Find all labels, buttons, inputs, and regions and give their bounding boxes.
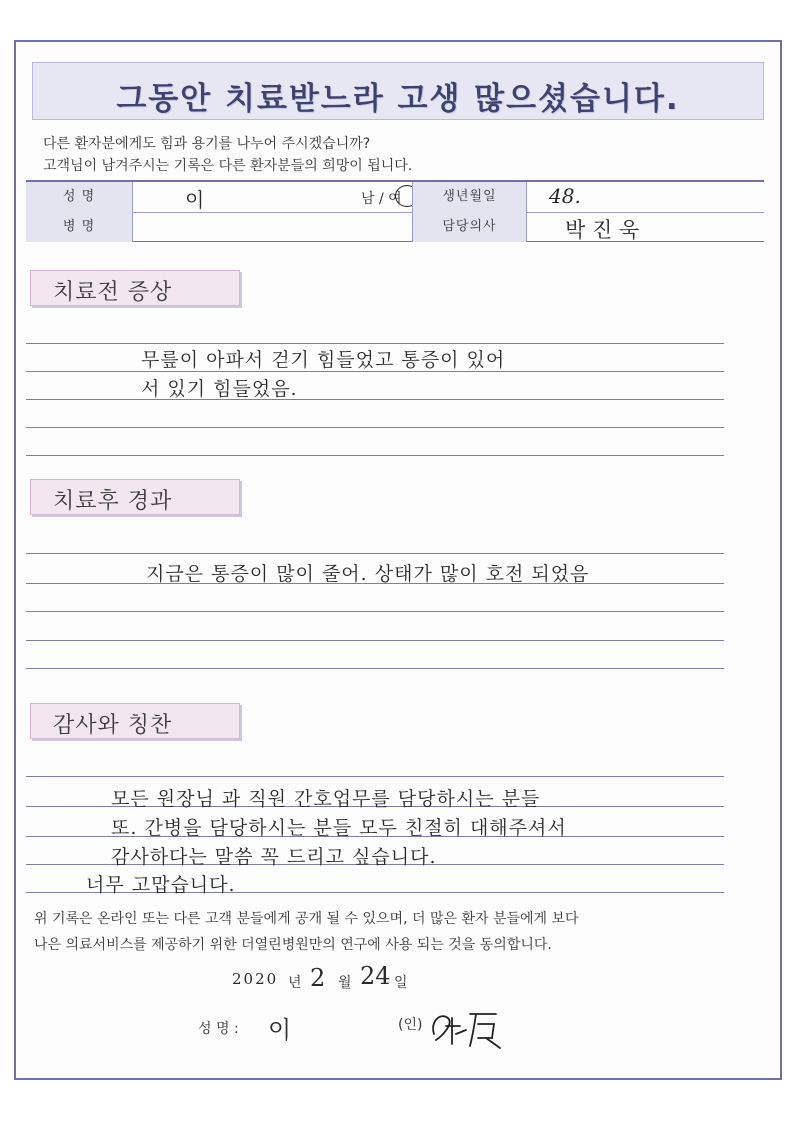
handwritten-signature-icon (426, 1004, 506, 1050)
consent-line-1: 위 기록은 온라인 또는 다른 고객 분들에게 공개 될 수 있으며, 더 많은 환자 분들에게 보다 (34, 911, 579, 927)
patient-info-table (26, 180, 764, 242)
handwritten-line: 또. 간병을 담당하시는 분들 모두 친절히 대해주셔서 (111, 817, 567, 839)
date-month[interactable]: 2 (310, 964, 326, 992)
date-year-unit: 년 (288, 975, 302, 991)
writing-rule (26, 611, 724, 612)
title-banner (32, 62, 764, 120)
signature-label: 성 명 : (198, 1021, 239, 1037)
doctor-value: 박 진 욱 (565, 218, 640, 242)
disease-label: 병 명 (26, 212, 132, 242)
handwritten-line: 너무 고맙습니다. (86, 874, 236, 896)
writing-rule (26, 455, 724, 456)
signature-line (198, 1016, 292, 1044)
birth-value: 48. (549, 184, 581, 208)
doctor-label: 담당의사 (412, 212, 526, 242)
name-value: 이 (185, 188, 205, 212)
date-year[interactable]: 2020 (232, 970, 279, 988)
after-treatment-heading-text: 치료후 경과 (53, 489, 173, 514)
page-title: 그동안 치료받느라 고생 많으셨습니다. (116, 81, 680, 117)
handwritten-line: 감사하다는 말씀 꼭 드리고 싶습니다. (111, 846, 437, 868)
intro-line-1: 다른 환자분에게도 힘과 용기를 나누어 주시겠습니까? (43, 136, 371, 152)
handwritten-line: 지금은 통증이 많이 줄어. 상태가 많이 호전 되었음 (146, 563, 590, 585)
thanks-heading (30, 703, 240, 739)
thanks-heading-text: 감사와 칭찬 (53, 713, 173, 738)
signature-seal (398, 1004, 508, 1050)
consent-line-2: 나은 의료서비스를 제공하기 위한 더열린병원만의 연구에 사용 되는 것을 동의합니다. (34, 937, 552, 953)
info-row-disease (26, 212, 764, 242)
writing-rule (26, 776, 724, 777)
handwritten-line: 모든 원장님 과 직원 간호업무를 담당하시는 분들 (111, 788, 541, 810)
gender-options: 남 / 여 (361, 191, 402, 207)
doctor-field[interactable] (526, 212, 764, 242)
info-row-name (26, 182, 764, 213)
signature-name[interactable]: 이 (268, 1016, 292, 1044)
date-day-unit: 일 (394, 975, 408, 991)
date-day[interactable]: 24 (360, 962, 391, 990)
before-treatment-heading-text: 치료전 증상 (53, 280, 173, 305)
before-treatment-heading (30, 270, 240, 306)
disease-field[interactable] (132, 212, 412, 242)
after-treatment-heading (30, 479, 240, 515)
date-month-unit: 월 (338, 975, 352, 991)
name-label: 성 명 (26, 182, 132, 212)
seal-mark: (인) (398, 1017, 423, 1033)
writing-rule (26, 343, 724, 344)
birth-field[interactable] (526, 182, 764, 212)
writing-rule (26, 427, 724, 428)
birth-label: 생년월일 (412, 182, 526, 212)
writing-rule (26, 399, 724, 400)
handwritten-line: 무릎이 아파서 걷기 힘들었고 통증이 있어 (141, 349, 506, 371)
handwritten-line: 서 있기 힘들었음. (141, 378, 298, 400)
writing-rule (26, 668, 724, 669)
writing-rule (26, 553, 724, 554)
writing-rule (26, 640, 724, 641)
name-field[interactable] (132, 182, 412, 212)
intro-line-2: 고객님이 남겨주시는 기록은 다른 환자분들의 희망이 됩니다. (43, 158, 413, 174)
